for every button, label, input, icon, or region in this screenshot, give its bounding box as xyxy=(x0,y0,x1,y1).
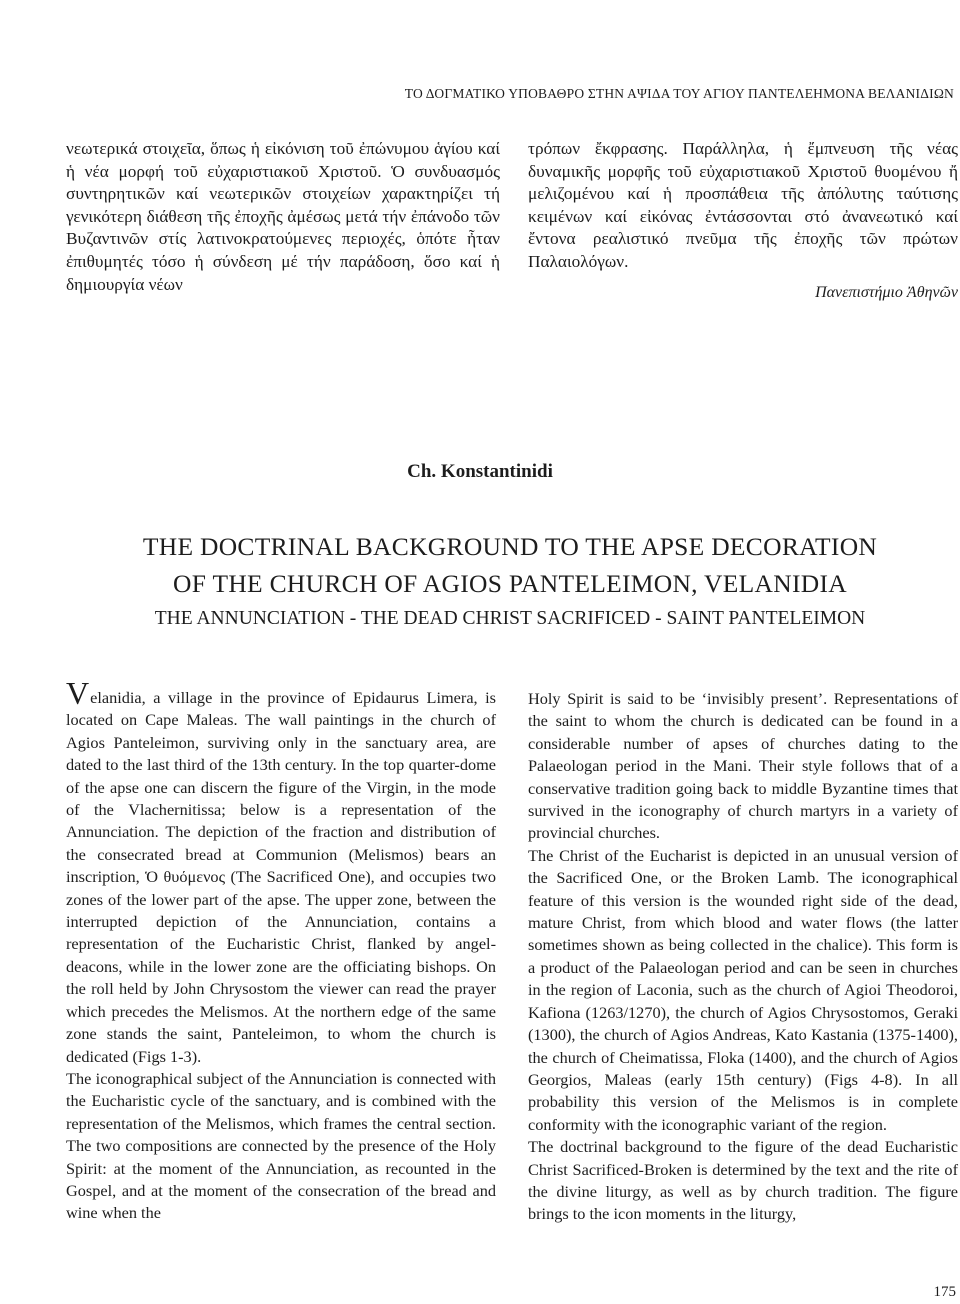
english-paragraph-text: elanidia, a village in the province of Epidaurus Limera, is located on Cape Maleas. The wall paintings in the church of Agios Panteleimon, surviving only in the sanctuary area, are dated to the last third of the 13th century. In the top quarter-dome of the apse one can discern the figure of the Virgin, in the mode of the Vlachernitissa; below is a representation of the Annunciation. The depiction of the fraction and distribution of the consecrated bread at Communion (Melismos) bears an inscription, Ὁ θυόμενος (The Sacrificed One), and occupies two zones of the lower part of the apse. The upper zone, between the interrupted depiction of the Annunciation, contains a representation of the Eucharistic Christ, flanked by angel-deacons, while in the lower zone are the officiating bishops. On the roll held by John Chrysostom the viewer can read the prayer which precedes the Melismos. At the northern edge of the same zone stands the saint, Panteleimon, to whom the church is dedicated (Figs 1-3). xyxy=(66,688,496,1066)
greek-paragraph-left: νεωτερικά στοιχεῖα, ὅπως ἡ εἰκόνιση τοῦ ἐπώνυμου ἁγίου καί ἡ νέα μορφή τοῦ εὐχαριστιακοῦ Χριστοῦ. Ὁ συνδυασμός συντηρητικῶν καί νεωτερικῶν στοιχείων χαρακτηρίζει τή γενικότερη διάθεση τῆς ἐποχῆς ἀμέσως μετά τήν ἐπάνοδο τῶν Βυζαντινῶν στίς λατινοκρατούμενες περιοχές, ὁπότε ἦταν ἐπιθυμητές τόσο ἡ σύνδεση μέ τήν παράδοση, ὅσο καί ἡ δημιουργία νέων xyxy=(66,139,500,294)
english-paragraph xyxy=(66,675,496,1068)
english-text-left-column xyxy=(66,675,496,1225)
article-subtitle: THE ANNUNCIATION - THE DEAD CHRIST SACRIFICED - SAINT PANTELEIMON xyxy=(154,608,866,629)
english-paragraph: Holy Spirit is said to be ‘invisibly present’. Representations of the saint to whom the church is dedicated can be found in a considerable number of apses of churches dating to the Palaeologan period in the Mani. Their style follows that of a conservative tradition going back to middle Byzantine times that survived in the iconography of church martyrs in a variety of provincial churches. xyxy=(528,689,958,843)
greek-text-left-column xyxy=(66,138,500,296)
english-text-right-column xyxy=(528,688,958,1226)
title-line-1: THE DOCTRINAL BACKGROUND TO THE APSE DECORATION xyxy=(142,532,878,561)
greek-paragraph-right: τρόπων ἔκφρασης. Παράλληλα, ἡ ἔμπνευση τῆς νέας δυναμικῆς μορφῆς τοῦ εὐχαριστιακοῦ Χριστοῦ θυομένου ἤ μελιζομένου καί ἡ προσπάθεια τῆς ἀπόλυτης ταύτισης κειμένων καί εἰκόνας ἐντάσσονται στό ἀνανεωτικό καί ἔντονα ρεαλιστικό πνεῦμα τῆς ἐποχῆς τῶν πρώτων Παλαιολόγων. xyxy=(528,139,958,271)
running-head: ΤΟ ΔΟΓΜΑΤΙΚΟ ΥΠΟΒΑΘΡΟ ΣΤΗΝ ΑΨΙΔΑ ΤΟΥ ΑΓΙΟΥ ΠΑΝΤΕΛΕΗΜΟΝΑ ΒΕΛΑΝΙΔΙΩΝ xyxy=(404,86,954,101)
english-paragraph: The doctrinal background to the figure of the dead Eucharistic Christ Sacrificed-Broken is determined by the text and the rite of the divine liturgy, as well as by church tradition. The figure brings to the icon moments in the liturgy, xyxy=(528,1137,958,1224)
drop-cap: V xyxy=(66,675,90,711)
author-name: Ch. Konstantinidi xyxy=(407,461,553,482)
page-number: 175 xyxy=(933,1284,956,1300)
title-line-2: OF THE CHURCH OF AGIOS PANTELEIMON, VELANIDIA xyxy=(173,569,847,598)
affiliation: Πανεπιστήμιο Ἀθηνῶν xyxy=(815,284,958,301)
greek-text-right-column xyxy=(528,138,958,274)
article-title xyxy=(0,528,960,602)
english-paragraph: The Christ of the Eucharist is depicted in an unusual version of the Sacrificed One, or the Broken Lamb. The iconographical feature of this version is the wounded right side of the dead, mature Christ, from which blood and water flows (the latter sometimes shown as being collected in the chalice). This form is a product of the Palaeologan period and can be seen in churches in the region of Laconia, such as the church of Agioi Theodoroi, Kafiona (1263/1270), the church of Agios Chrysostomos, Geraki (1300), the church of Agios Andreas, Kato Kastania (1375-1400), the church of Cheimatissa, Floka (1400), and the church of Agios Georgios, Maleas (early 15th century) (Figs 4-8). In all probability this version of the Melismos is in complete conformity with the iconographic variant of the region. xyxy=(528,845,958,1134)
english-paragraph: The iconographical subject of the Annunciation is connected with the Eucharistic cycle of the sanctuary, and is combined with the representation of the Melismos, which frames the central section. The two compositions are connected by the presence of the Holy Spirit: at the moment of the Annunciation, as recounted in the Gospel, and at the moment of the consecration of the bread and wine when the xyxy=(66,1068,496,1223)
